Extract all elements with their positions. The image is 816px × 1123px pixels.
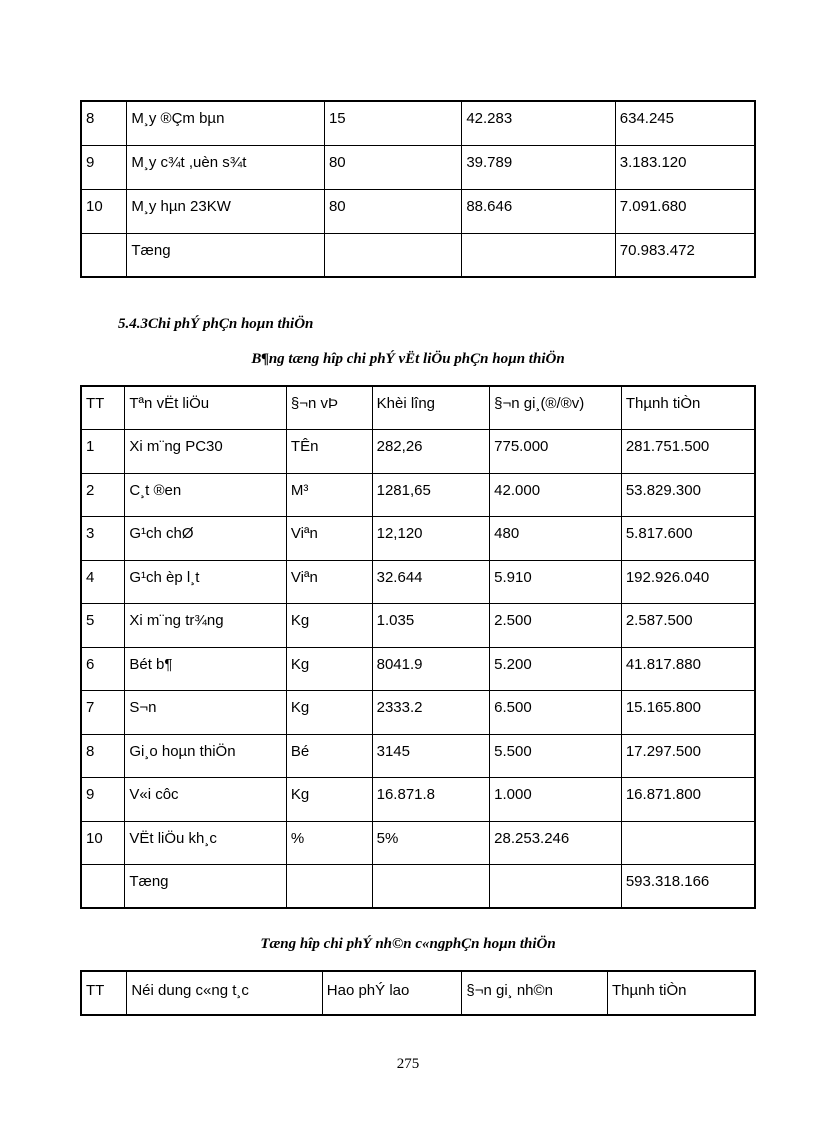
header-material-name: Tªn vËt liÖu [125,386,287,430]
cell-amount: 281.751.500 [621,430,755,474]
cell-tt: 9 [81,778,125,822]
cell-unit-price: 6.500 [490,691,622,735]
header-quantity: Khèi lîng [372,386,490,430]
cell-quantity: 2333.2 [372,691,490,735]
cell-unit-price: 42.000 [490,473,622,517]
cell-qty [324,233,461,277]
cell-material-name: Bét b¶ [125,647,287,691]
cell-unit-price: 5.910 [490,560,622,604]
cell-quantity: 3145 [372,734,490,778]
cell-qty: 80 [324,145,461,189]
cell-amount: 593.318.166 [621,865,755,909]
cell-tt: 4 [81,560,125,604]
cell-tt: 5 [81,604,125,648]
cell-qty: 80 [324,189,461,233]
cell-quantity: 5% [372,821,490,865]
section-title: 5.4.3Chi phÝ phÇn hoµn thiÖn [118,316,314,332]
header-amount: Thµnh tiÒn [621,386,755,430]
cell-tt: 2 [81,473,125,517]
table-header-row [81,386,755,430]
cell-tt: 1 [81,430,125,474]
cell-unit: % [286,821,372,865]
cell-tt [81,865,125,909]
table-row [81,604,755,648]
header-tt: TT [81,386,125,430]
cell-unit-price: 5.200 [490,647,622,691]
cell-unit: Bé [286,734,372,778]
header-unit-price: §¬n gi¸(®/®v) [490,386,622,430]
cell-unit-price [490,865,622,909]
cell-tt: 10 [81,189,127,233]
cell-amount: 70.983.472 [615,233,755,277]
cell-amount: 41.817.880 [621,647,755,691]
cell-tt: 8 [81,734,125,778]
cell-tt [81,233,127,277]
cell-quantity: 1281,65 [372,473,490,517]
table-row [81,101,755,145]
header-tt: TT [81,971,127,1015]
table-header-row [81,971,755,1015]
table-row-total [81,865,755,909]
table-row [81,821,755,865]
header-labor-cost: Hao phÝ lao [322,971,462,1015]
cell-name: M¸y c¾t ,uèn s¾t [127,145,325,189]
cell-material-name: Gi¸o hoµn thiÖn [125,734,287,778]
cell-amount: 2.587.500 [621,604,755,648]
cell-amount: 53.829.300 [621,473,755,517]
cell-quantity: 1.035 [372,604,490,648]
table-row [81,145,755,189]
cell-unit: Kg [286,778,372,822]
table-row [81,517,755,561]
cell-amount: 15.165.800 [621,691,755,735]
cell-name: Tæng [127,233,325,277]
cell-amount: 5.817.600 [621,517,755,561]
cell-quantity [372,865,490,909]
labor-table-title: Tæng hîp chi phÝ nh©n c«ngphÇn hoµn thiÖn [260,936,556,952]
cell-amount: 3.183.120 [615,145,755,189]
cell-material-name: Tæng [125,865,287,909]
cell-unit [286,865,372,909]
cell-tt: 3 [81,517,125,561]
cell-unit: Viªn [286,560,372,604]
header-work-content: Néi dung c«ng t¸c [127,971,322,1015]
cell-name: M¸y ®Çm bµn [127,101,325,145]
cell-price [462,233,615,277]
cell-tt: 8 [81,101,127,145]
header-unit: §¬n vÞ [286,386,372,430]
cell-unit-price: 775.000 [490,430,622,474]
cell-material-name: V«i côc [125,778,287,822]
cell-tt: 7 [81,691,125,735]
cell-unit: Viªn [286,517,372,561]
table-row [81,189,755,233]
cell-unit: TÊn [286,430,372,474]
machine-cost-table [80,100,756,278]
cell-unit-price: 1.000 [490,778,622,822]
cell-material-name: G¹ch èp l¸t [125,560,287,604]
cell-unit: M³ [286,473,372,517]
header-labor-unit-price: §¬n gi¸ nh©n [462,971,608,1015]
cell-tt: 6 [81,647,125,691]
table-row [81,473,755,517]
cell-unit-price: 480 [490,517,622,561]
cell-unit: Kg [286,647,372,691]
table-row [81,691,755,735]
table-row [81,430,755,474]
cell-price: 88.646 [462,189,615,233]
material-cost-table [80,385,756,909]
cell-unit-price: 28.253.246 [490,821,622,865]
cell-unit: Kg [286,691,372,735]
cell-amount [621,821,755,865]
table-row [81,778,755,822]
cell-price: 39.789 [462,145,615,189]
cell-amount: 7.091.680 [615,189,755,233]
cell-name: M¸y hµn 23KW [127,189,325,233]
cell-tt: 10 [81,821,125,865]
cell-quantity: 8041.9 [372,647,490,691]
cell-material-name: Xi m¨ng tr¾ng [125,604,287,648]
cell-qty: 15 [324,101,461,145]
cell-material-name: G¹ch chØ [125,517,287,561]
cell-material-name: Xi m¨ng PC30 [125,430,287,474]
header-amount: Thµnh tiÒn [607,971,755,1015]
table-row-total [81,233,755,277]
cell-amount: 192.926.040 [621,560,755,604]
table-row [81,560,755,604]
cell-price: 42.283 [462,101,615,145]
material-table-title: B¶ng tæng hîp chi phÝ vËt liÖu phÇn hoµn thiÖn [251,351,565,367]
cell-unit: Kg [286,604,372,648]
cell-amount: 634.245 [615,101,755,145]
labor-cost-table [80,970,756,1016]
cell-amount: 16.871.800 [621,778,755,822]
cell-material-name: C¸t ®en [125,473,287,517]
cell-unit-price: 5.500 [490,734,622,778]
cell-tt: 9 [81,145,127,189]
cell-quantity: 16.871.8 [372,778,490,822]
table-row [81,734,755,778]
page-number: 275 [396,1056,420,1072]
cell-material-name: VËt liÖu kh¸c [125,821,287,865]
cell-quantity: 12,120 [372,517,490,561]
cell-amount: 17.297.500 [621,734,755,778]
table-row [81,647,755,691]
cell-quantity: 282,26 [372,430,490,474]
cell-quantity: 32.644 [372,560,490,604]
cell-unit-price: 2.500 [490,604,622,648]
cell-material-name: S¬n [125,691,287,735]
